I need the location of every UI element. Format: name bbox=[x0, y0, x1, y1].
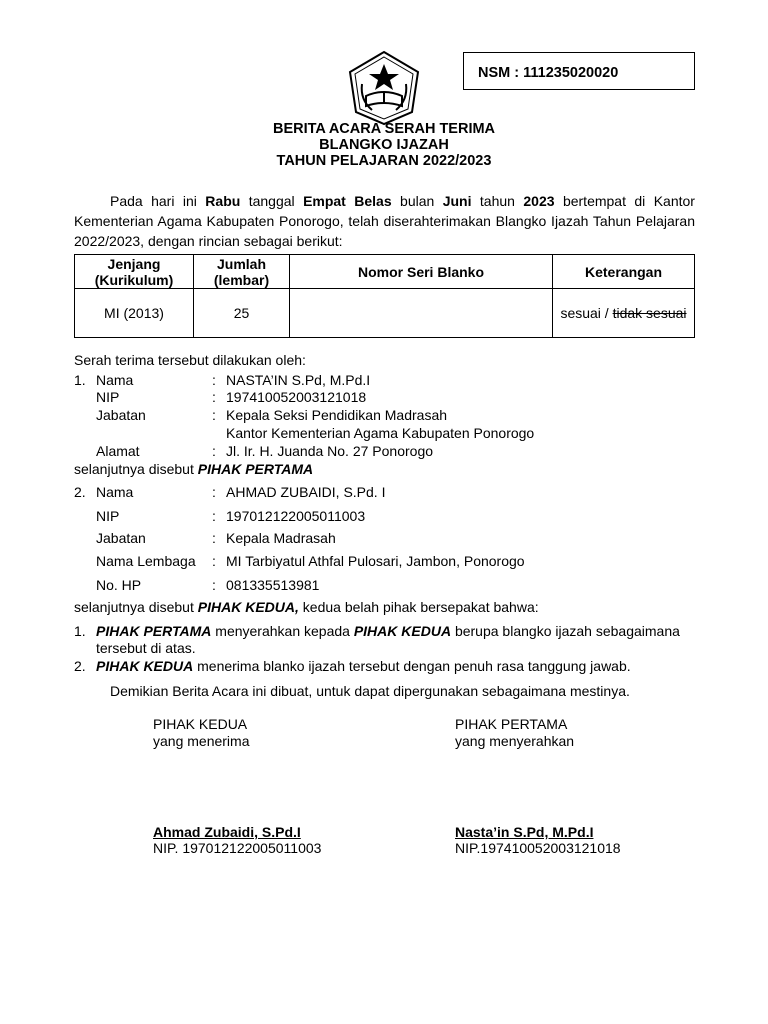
cell-keterangan: sesuai / tidak sesuai bbox=[553, 289, 695, 338]
left-signatory-name: Ahmad Zubaidi, S.Pd.I bbox=[153, 824, 301, 840]
pihak2-nip-label: NIP bbox=[96, 508, 120, 524]
colon: : bbox=[212, 372, 216, 388]
colon: : bbox=[212, 443, 216, 459]
cell-jumlah: 25 bbox=[194, 289, 290, 338]
document-title-line3: TAHUN PELAJARAN 2022/2023 bbox=[276, 153, 492, 169]
colon: : bbox=[212, 553, 216, 569]
blanko-table bbox=[74, 254, 695, 338]
cell-jenjang: MI (2013) bbox=[75, 289, 194, 338]
nsm-box bbox=[463, 52, 695, 90]
pihak1-jabatan-line1: Kepala Seksi Pendidikan Madrasah bbox=[226, 407, 448, 423]
intro-paragraph: Pada hari ini Rabu tanggal Empat Belas bulan Juni tahun 2023 bertempat di Kantor Kementerian Agama Kabupaten Ponorogo, telah diserahterimakan Blangko Ijazah Tahun Pelajaran 2022/2023, dengan rincian sebagai berikut: bbox=[74, 193, 695, 249]
pihak2-hp: 081335513981 bbox=[226, 577, 320, 593]
pihak1-disebut: selanjutnya disebut PIHAK PERTAMA bbox=[74, 461, 314, 477]
left-signatory-role: yang menerima bbox=[153, 733, 250, 749]
pihak2-nama-label: Nama bbox=[96, 484, 134, 500]
right-signatory-role: yang menyerahkan bbox=[455, 733, 575, 749]
pihak2-disebut: selanjutnya disebut PIHAK KEDUA, kedua belah pihak bersepakat bahwa: bbox=[74, 599, 539, 615]
pihak2-nip: 197012122005011003 bbox=[226, 508, 366, 524]
pihak2-lembaga-label: Nama Lembaga bbox=[96, 553, 196, 569]
serah-intro: Serah terima tersebut dilakukan oleh: bbox=[74, 352, 306, 368]
pihak-pertama-label: PIHAK PERTAMA bbox=[197, 461, 314, 477]
col-keterangan-header: Keterangan bbox=[553, 255, 695, 289]
col-nomor-header: Nomor Seri Blanko bbox=[290, 255, 553, 289]
pihak1-nama-label: Nama bbox=[96, 372, 134, 388]
colon: : bbox=[212, 484, 216, 500]
col-jenjang-header: Jenjang (Kurikulum) bbox=[75, 255, 194, 289]
document-title-line1: BERITA ACARA SERAH TERIMA bbox=[272, 121, 496, 137]
pihak1-number: 1. bbox=[74, 372, 86, 388]
cell-nomor bbox=[290, 289, 553, 338]
colon: : bbox=[212, 530, 216, 546]
year-value: 2023 bbox=[523, 193, 555, 209]
pihak1-nip-label: NIP bbox=[96, 389, 120, 405]
colon: : bbox=[212, 508, 216, 524]
agreement1-continued: tersebut di atas. bbox=[96, 640, 196, 656]
pihak1-alamat-label: Alamat bbox=[96, 443, 140, 459]
pihak2-lembaga: MI Tarbiyatul Athfal Pulosari, Jambon, Ponorogo bbox=[226, 553, 525, 569]
pihak1-nama: NASTA’IN S.Pd, M.Pd.I bbox=[226, 372, 371, 388]
pihak2-number: 2. bbox=[74, 484, 86, 500]
table-row bbox=[75, 289, 695, 338]
right-signatory-nip: NIP.197410052003121018 bbox=[455, 840, 621, 856]
table-header-row bbox=[75, 255, 695, 289]
left-signatory-title: PIHAK KEDUA bbox=[153, 716, 248, 732]
nsm-number: NSM : 111235020020 bbox=[478, 65, 619, 81]
document-title-line2: BLANGKO IJAZAH bbox=[319, 137, 449, 153]
agreement1-text: PIHAK PERTAMA menyerahkan kepada PIHAK KEDUA berupa blangko ijazah sebagaimana bbox=[96, 623, 680, 639]
day-value: Rabu bbox=[205, 193, 241, 209]
date-value: Empat Belas bbox=[303, 193, 392, 209]
pihak2-jabatan: Kepala Madrasah bbox=[226, 530, 336, 546]
pihak2-nama: AHMAD ZUBAIDI, S.Pd. I bbox=[226, 484, 386, 500]
pihak-kedua-label: PIHAK KEDUA, bbox=[197, 599, 299, 615]
col-jumlah-header: Jumlah (lembar) bbox=[194, 255, 290, 289]
pihak2-jabatan-label: Jabatan bbox=[96, 530, 146, 546]
agreement1-number: 1. bbox=[74, 623, 86, 639]
month-value: Juni bbox=[442, 193, 472, 209]
closing-statement: Demikian Berita Acara ini dibuat, untuk dapat dipergunakan sebagaimana mestinya. bbox=[110, 683, 630, 699]
pihak1-jabatan-label: Jabatan bbox=[96, 407, 146, 423]
agreement2-number: 2. bbox=[74, 658, 86, 674]
strikethrough-text: tidak sesuai bbox=[612, 305, 687, 321]
ministry-emblem-logo bbox=[344, 50, 424, 126]
pihak1-jabatan-line2: Kantor Kementerian Agama Kabupaten Ponorogo bbox=[226, 425, 535, 441]
colon: : bbox=[212, 577, 216, 593]
pihak2-hp-label: No. HP bbox=[96, 577, 142, 593]
right-signatory-title: PIHAK PERTAMA bbox=[455, 716, 568, 732]
left-signatory-nip: NIP. 197012122005011003 bbox=[153, 840, 322, 856]
pihak1-nip: 197410052003121018 bbox=[226, 389, 367, 405]
agreement2-text: PIHAK KEDUA menerima blanko ijazah tersebut dengan penuh rasa tanggung jawab. bbox=[96, 658, 631, 674]
right-signatory-name: Nasta’in S.Pd, M.Pd.I bbox=[455, 824, 594, 840]
colon: : bbox=[212, 407, 216, 423]
colon: : bbox=[212, 389, 216, 405]
pihak1-alamat: Jl. Ir. H. Juanda No. 27 Ponorogo bbox=[226, 443, 434, 459]
